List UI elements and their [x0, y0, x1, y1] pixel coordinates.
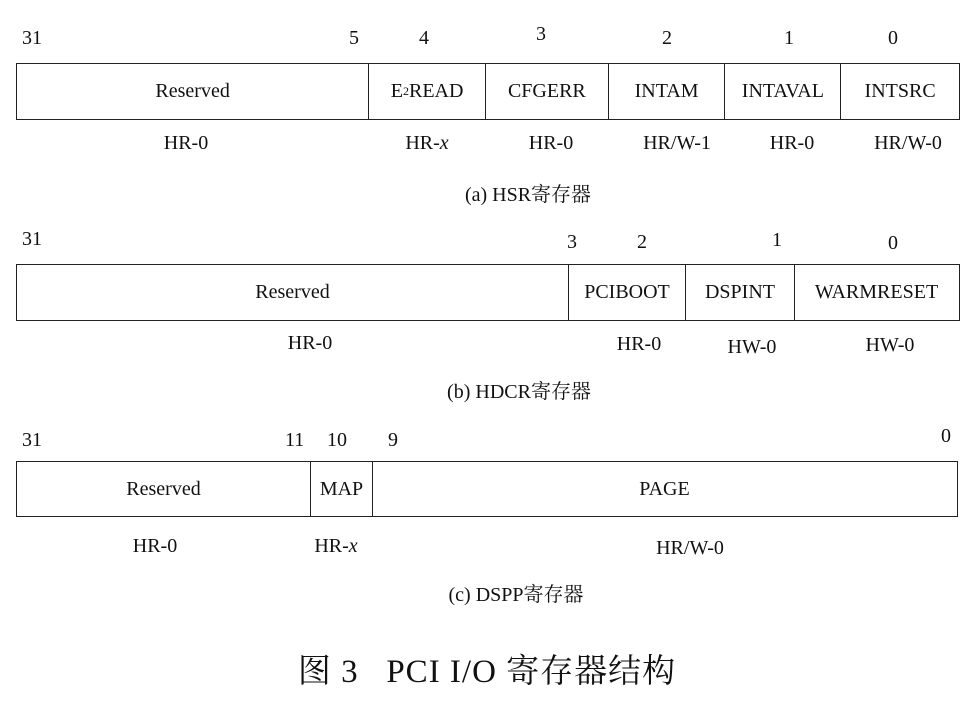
dspp-field-map: MAP [311, 462, 373, 516]
hsr-field-intaval: INTAVAL [725, 64, 841, 119]
hdcr-bit-1: 1 [772, 229, 782, 251]
hsr-access-e2read: HR-x [405, 132, 449, 154]
hsr-caption: (a) HSR寄存器 [464, 184, 592, 206]
dspp-access-map: HR-x [314, 535, 358, 557]
figure-title: 图 3 PCI I/O 寄存器结构 [297, 654, 677, 690]
hdcr-field-warmreset: WARMRESET [814, 281, 939, 303]
hsr-access-reserved: HR-0 [163, 132, 209, 154]
hdcr-access-warmreset: HW-0 [865, 334, 915, 356]
hsr-bit-5: 5 [349, 27, 359, 49]
hdcr-field-reserved: Reserved [17, 265, 569, 320]
hsr-field-cfgerr: CFGERR [486, 64, 609, 119]
hsr-bit-2: 2 [662, 27, 672, 49]
hsr-field-reserved: Reserved [17, 64, 369, 119]
hsr-bit-3: 3 [536, 23, 546, 45]
dspp-bit-0: 0 [941, 425, 951, 447]
hdcr-caption: (b) HDCR寄存器 [447, 381, 591, 403]
hsr-field-e2read-base: E [390, 80, 403, 102]
hdcr-access-reserved: HR-0 [287, 332, 333, 354]
hsr-register-box [16, 63, 960, 120]
dspp-register-box [16, 461, 958, 517]
dspp-bit-10: 10 [327, 429, 347, 451]
hdcr-register-box [16, 264, 960, 321]
hdcr-field-dspint: DSPINT [686, 265, 795, 320]
hsr-field-intsrc: INTSRC [864, 80, 936, 102]
hdcr-bit-0: 0 [888, 232, 898, 254]
hsr-bit-1: 1 [784, 27, 794, 49]
hdcr-bit-3: 3 [567, 231, 577, 253]
hsr-access-intaval: HR-0 [769, 132, 815, 154]
dspp-bit-31: 31 [22, 429, 42, 451]
hdcr-bit-2: 2 [637, 231, 647, 253]
hdcr-field-pciboot: PCIBOOT [569, 265, 686, 320]
hsr-access-intam: HR/W-1 [643, 132, 711, 154]
dspp-access-page: HR/W-0 [656, 537, 724, 559]
hsr-field-e2read-rest: READ [409, 80, 464, 102]
hsr-bit-4: 4 [419, 27, 429, 49]
dspp-field-page: PAGE [639, 477, 690, 500]
hsr-field-e2read [369, 64, 486, 119]
dspp-access-reserved: HR-0 [132, 535, 178, 557]
hsr-access-intsrc: HR/W-0 [874, 132, 942, 154]
hsr-bit-0: 0 [888, 27, 898, 49]
hsr-bit-31: 31 [22, 27, 42, 49]
dspp-bit-9: 9 [388, 429, 398, 451]
hdcr-bit-31: 31 [22, 228, 42, 250]
hdcr-access-dspint: HW-0 [727, 336, 777, 358]
dspp-bit-11: 11 [285, 429, 305, 451]
hsr-field-e2read-superscript: 2 [403, 84, 409, 98]
hsr-access-cfgerr: HR-0 [528, 132, 574, 154]
dspp-caption: (c) DSPP寄存器 [448, 584, 584, 606]
dspp-field-reserved: Reserved [17, 462, 311, 516]
hdcr-access-pciboot: HR-0 [616, 333, 662, 355]
hsr-field-intam: INTAM [609, 64, 726, 119]
